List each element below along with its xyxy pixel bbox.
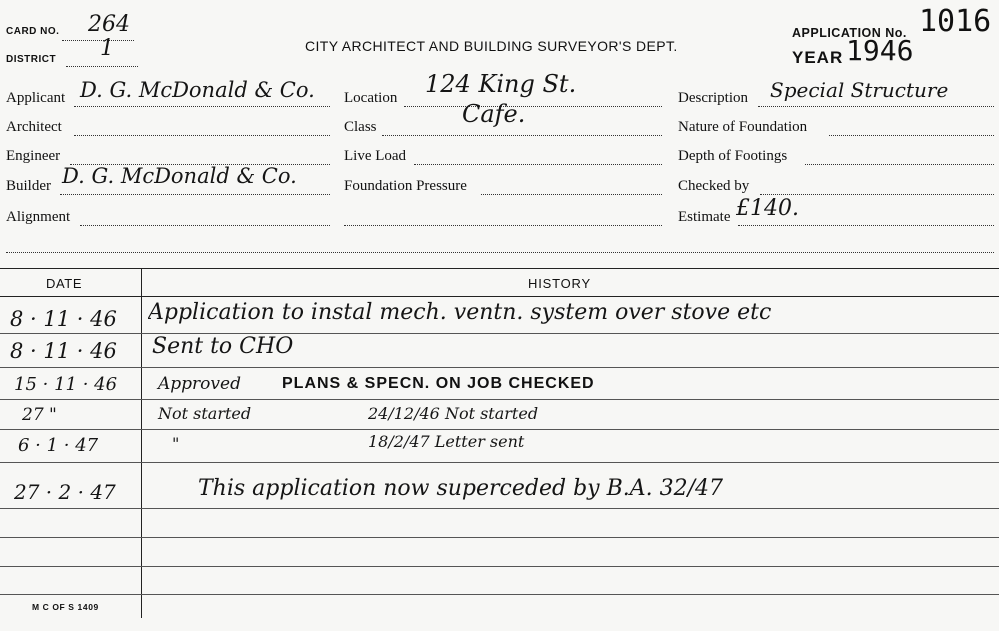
row-entry: " [172,434,180,453]
applicant-value: D. G. McDonald & Co. [80,78,315,102]
class-value: Cafe. [462,100,526,128]
header-bottom-border [0,296,999,297]
architect-label: Architect [6,119,62,135]
table-rule [0,399,999,400]
description-label: Description [678,90,748,106]
form-code: M C OF S 1409 [32,602,99,612]
row-date: 27 · 2 · 47 [14,480,116,504]
table-rule [0,429,999,430]
card-no-value: 264 [88,12,130,37]
nature-of-foundation-label: Nature of Foundation [678,119,808,135]
card-no-line [62,40,134,41]
row-entry: Not started [158,404,252,423]
depth-of-footings-line [805,164,994,165]
description-line [758,106,994,107]
table-rule [0,508,999,509]
row-date: 27 " [22,405,57,425]
checked-by-line [760,194,994,195]
date-header: DATE [46,276,83,291]
table-rule [0,333,999,334]
builder-value: D. G. McDonald & Co. [62,164,297,188]
application-value: 1016 [919,4,992,39]
builder-label: Builder [6,178,51,194]
alignment-label: Alignment [6,209,71,225]
applicant-label: Applicant [6,90,66,106]
table-top-border [0,268,999,269]
card-no-label: CARD NO. [6,26,60,37]
nature-of-foundation-line [829,135,994,136]
table-rule [0,462,999,463]
row-date: 8 · 11 · 46 [10,339,117,363]
location-value: 124 King St. [425,70,577,98]
location-label: Location [344,90,398,106]
applicant-line [74,106,330,107]
live-load-line [414,164,662,165]
estimate-label: Estimate [678,209,731,225]
row-entry: Application to instal mech. ventn. system over stove etc [148,300,772,325]
district-value: 1 [100,36,114,61]
foundation-pressure-label: Foundation Pressure [344,178,467,194]
class-label: Class [344,119,377,135]
fields-bottom-line [6,252,994,253]
col2-blank-line [344,225,662,226]
row-entry: This application now superceded by B.A. 32/47 [198,476,724,501]
row-date: 8 · 11 · 46 [10,307,117,331]
architect-line [74,135,330,136]
table-rule [0,566,999,567]
district-line [66,66,138,67]
estimate-value: £140. [736,196,799,221]
district-label: DISTRICT [6,54,57,65]
builder-line [60,194,330,195]
application-label: APPLICATION No. [792,26,907,40]
department-title: CITY ARCHITECT AND BUILDING SURVEYOR'S DEPT. [305,38,678,54]
row-date: 15 · 11 · 46 [14,374,118,395]
alignment-line [80,225,330,226]
history-header: HISTORY [528,276,591,291]
depth-of-footings-label: Depth of Footings [678,148,788,164]
live-load-label: Live Load [344,148,407,164]
location-line [404,106,662,107]
row-entry: Approved [158,374,241,394]
engineer-label: Engineer [6,148,61,164]
row-entry-secondary: 18/2/47 Letter sent [368,432,525,451]
row-entry-secondary: 24/12/46 Not started [368,404,539,423]
description-value: Special Structure [770,78,949,102]
checked-by-label: Checked by [678,178,750,194]
row-entry: Sent to CHO [152,334,294,359]
table-rule [0,367,999,368]
estimate-line [738,225,994,226]
stamp-text: PLANS & SPECN. ON JOB CHECKED [282,375,595,392]
row-date: 6 · 1 · 47 [18,435,99,456]
table-rule [0,594,999,595]
class-line [382,135,662,136]
table-rule [0,537,999,538]
foundation-pressure-line [481,194,662,195]
year-value: 1946 [846,34,914,67]
year-label: YEAR [792,48,844,67]
